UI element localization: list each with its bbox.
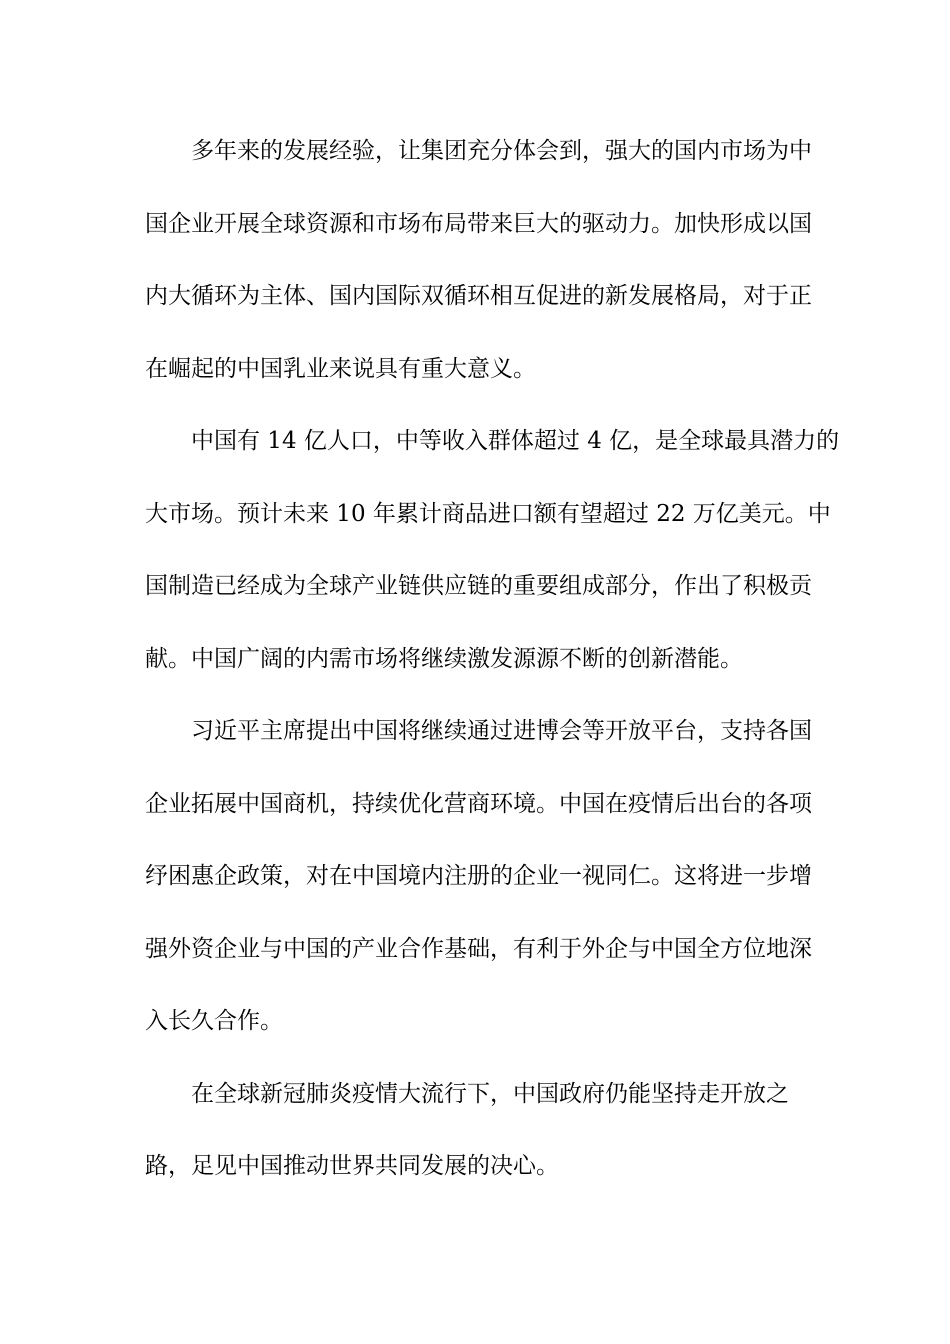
document-body — [145, 115, 840, 1203]
paragraph-line: 路，足见中国推动世界共同发展的决心。 — [145, 1153, 559, 1179]
paragraph-line: 中国有 14 亿人口，中等收入群体超过 4 亿，是全球最具潜力的 — [191, 428, 840, 454]
paragraph-1 — [145, 115, 812, 405]
paragraph-line: 内大循环为主体、国内国际双循环相互促进的新发展格局，对于正 — [145, 283, 812, 309]
paragraph-line: 入长久合作。 — [145, 1008, 283, 1034]
paragraph-line: 强外资企业与中国的产业合作基础，有利于外企与中国全方位地深 — [145, 935, 812, 962]
paragraph-line: 纾困惠企政策，对在中国境内注册的企业一视同仁。这将进一步增 — [145, 863, 812, 889]
paragraph-line: 国企业开展全球资源和市场布局带来巨大的驱动力。加快形成以国 — [145, 210, 812, 237]
paragraph-line: 在全球新冠肺炎疫情大流行下，中国政府仍能坚持走开放之 — [191, 1080, 789, 1107]
paragraph-line: 在崛起的中国乳业来说具有重大意义。 — [145, 355, 536, 382]
paragraph-line: 习近平主席提出中国将继续通过进博会等开放平台，支持各国 — [191, 718, 812, 744]
paragraph-line: 献。中国广阔的内需市场将继续激发源源不断的创新潜能。 — [145, 645, 743, 672]
paragraph-2 — [145, 405, 840, 695]
paragraph-line: 大市场。预计未来 10 年累计商品进口额有望超过 22 万亿美元。中 — [145, 500, 831, 527]
paragraph-line: 企业拓展中国商机，持续优化营商环境。中国在疫情后出台的各项 — [145, 790, 812, 817]
paragraph-line: 国制造已经成为全球产业链供应链的重要组成部分，作出了积极贡 — [145, 573, 812, 599]
paragraph-4 — [145, 1058, 800, 1203]
paragraph-3 — [145, 695, 812, 1058]
paragraph-line: 多年来的发展经验，让集团充分体会到，强大的国内市场为中 — [191, 138, 812, 164]
